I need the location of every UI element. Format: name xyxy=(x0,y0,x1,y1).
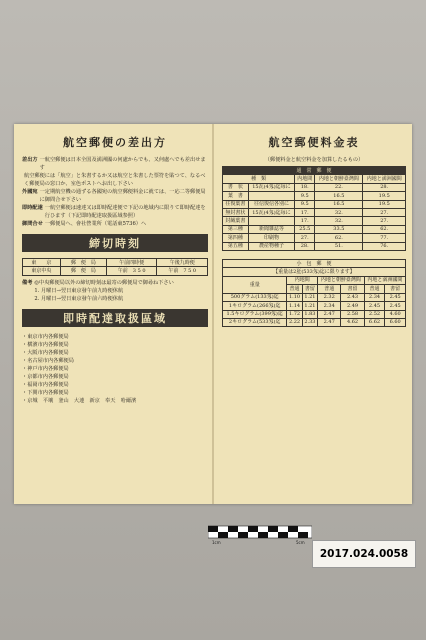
ordinary-row xyxy=(223,217,406,225)
ordinary-row xyxy=(223,225,406,233)
parcel-header: 内地と朝鮮臺灣間 xyxy=(318,276,365,284)
ordinary-cell: 無封書状 xyxy=(223,209,249,217)
ordinary-row xyxy=(223,242,406,250)
ordinary-cell: 17. xyxy=(295,209,315,217)
area-item: ・神戸市内各郵便局 xyxy=(22,365,69,372)
scale-label-1cm: 1cm xyxy=(212,540,221,545)
ordinary-cell: 33.5 xyxy=(315,225,363,233)
parcel-cell: 6.60 xyxy=(385,318,406,326)
parcel-cell: 2.47 xyxy=(318,310,341,318)
ordinary-header: 内地と朝鮮臺灣間 xyxy=(315,175,363,183)
ordinary-mail-title: 通 常 郵 便 xyxy=(223,167,406,175)
ordinary-mail-table xyxy=(222,166,406,251)
ordinary-cell xyxy=(248,192,294,200)
ordinary-cell: 往信復信各別に xyxy=(248,200,294,208)
parcel-header: 重量 xyxy=(223,276,287,293)
ordinary-row xyxy=(223,209,406,217)
deadline-cell: 郵 便 局 xyxy=(60,267,106,275)
ordinary-cell: 25.5 xyxy=(295,225,315,233)
ordinary-cell: 9.5 xyxy=(295,192,315,200)
parcel-subtitle: 【重量は2瓩(533匁)迄に限ります】 xyxy=(223,268,406,276)
section-title-sending: 航空郵便の差出方 xyxy=(63,136,167,149)
area-item: ・横濱市内各郵便局 xyxy=(22,341,69,348)
area-item: ・名古屋市内各郵便局 xyxy=(22,357,74,364)
parcel-cell: 1.14 xyxy=(287,302,302,310)
parcel-cell: 2.47 xyxy=(318,318,341,326)
remark-line: 1. 月曜日→翌日東京發午前九時便休航 xyxy=(34,287,124,294)
parcel-cell: 2.34 xyxy=(364,293,385,301)
deadline-cell: 郵 便 局 xyxy=(60,259,106,267)
ordinary-cell: 62. xyxy=(363,225,406,233)
ordinary-cell: 葉 書 xyxy=(223,192,249,200)
catalog-number-label: 2017.024.0058 xyxy=(312,540,416,568)
ordinary-row xyxy=(223,200,406,208)
instruction-item xyxy=(22,220,208,228)
parcel-cell: 500グラム(133匁)迄 xyxy=(223,293,287,301)
right-panel xyxy=(222,130,406,327)
deadline-cell: 午後九時便 xyxy=(157,259,208,267)
rate-table-subtitle: （郵便料金と航空料金を加算したるもの） xyxy=(264,157,364,163)
ordinary-cell: 62. xyxy=(315,234,363,242)
instruction-text: 一航空郵便は日本全国及満洲國の何處からでも、又何處へでも差出せます xyxy=(39,157,206,171)
area-item: ・京城 平壤 釜山 大連 新京 奉天 哈爾濱 xyxy=(22,397,137,404)
instruction-label: 外國宛 xyxy=(22,189,38,195)
ordinary-cell: 書 状 xyxy=(223,183,249,191)
parcel-row xyxy=(223,293,406,301)
parcel-row xyxy=(223,302,406,310)
instruction-item xyxy=(22,204,208,220)
ordinary-cell: 76. xyxy=(363,242,406,250)
parcel-row xyxy=(223,310,406,318)
parcel-cell: 6.62 xyxy=(364,318,385,326)
ordinary-cell: 19.5 xyxy=(363,192,406,200)
parcel-cell: 1.83 xyxy=(302,310,317,318)
remarks-label: 備考 xyxy=(22,279,33,286)
parcel-cell: 1.10 xyxy=(287,293,302,301)
instruction-text: 一定期航空機の通ずる各國宛の航空郵便料金に就ては、一応二等郵便局に御問合せ下さい xyxy=(39,189,206,203)
area-list xyxy=(22,333,208,405)
ordinary-cell: 22. xyxy=(315,183,363,191)
parcel-cell: 2.22 xyxy=(287,318,302,326)
remarks-list xyxy=(34,279,173,303)
area-item: ・東京市内各郵便局 xyxy=(22,333,69,340)
parcel-subheader: 普通 xyxy=(318,285,341,293)
parcel-cell: 1.21 xyxy=(302,293,317,301)
parcel-cell: 2.45 xyxy=(385,293,406,301)
instruction-item xyxy=(22,172,208,188)
remarks-block xyxy=(22,279,208,303)
ordinary-cell: 28. xyxy=(295,242,315,250)
parcel-title: 小 包 郵 便 xyxy=(223,260,406,268)
parcel-subheader: 書留 xyxy=(341,285,364,293)
instruction-item xyxy=(22,156,208,172)
remark-line: ◎中央郵便局以外の締切時刻は最寄の郵便局で御尋ね下さい xyxy=(34,279,174,286)
instruction-label: 御問合せ xyxy=(22,221,43,227)
parcel-subheader: 書留 xyxy=(302,285,317,293)
parcel-cell: 2.34 xyxy=(318,302,341,310)
parcel-table xyxy=(222,259,406,327)
center-fold xyxy=(212,124,214,504)
section-title-areas: 即時配達取扱區域 xyxy=(22,309,208,327)
instruction-text: 航空郵便には「航空」と朱書するか又は航空と朱書した票符を貼つて、なるべく郵便局の窓口か、室色ポストへお出し下さい xyxy=(24,173,206,187)
ordinary-cell xyxy=(248,217,294,225)
ordinary-cell: 往復葉書 xyxy=(223,200,249,208)
section-title-deadline: 締切時刻 xyxy=(22,234,208,252)
ordinary-row xyxy=(223,183,406,191)
instruction-label: 即時配達 xyxy=(22,205,43,211)
parcel-cell: 1.72 xyxy=(287,310,302,318)
parcel-cell: 2.52 xyxy=(364,310,385,318)
parcel-cell: 2.43 xyxy=(341,293,364,301)
ordinary-cell: 農産物種子 xyxy=(248,242,294,250)
parcel-cell: 1.5キログラム(399匁)迄 xyxy=(223,310,287,318)
deadline-table xyxy=(22,258,208,276)
parcel-cell: 2.49 xyxy=(341,302,364,310)
area-item: ・大阪市内各郵便局 xyxy=(22,349,69,356)
instruction-item xyxy=(22,188,208,204)
ordinary-cell: 77. xyxy=(363,234,406,242)
sending-instructions xyxy=(22,156,208,228)
ordinary-row xyxy=(223,234,406,242)
deadline-cell: 午前 3 5 0 xyxy=(106,267,157,275)
ordinary-cell: 封緘葉書 xyxy=(223,217,249,225)
ordinary-cell: 27. xyxy=(363,209,406,217)
parcel-cell: 2.45 xyxy=(364,302,385,310)
parcel-subheader: 普通 xyxy=(287,285,302,293)
area-item: ・京都市内各郵便局 xyxy=(22,373,69,380)
ordinary-cell: 第三種 xyxy=(223,225,249,233)
area-item: ・下関市内各郵便局 xyxy=(22,389,69,396)
ordinary-cell: 27. xyxy=(363,217,406,225)
ordinary-cell: 27. xyxy=(295,234,315,242)
ordinary-cell: 第四種 xyxy=(223,234,249,242)
parcel-cell: 1.21 xyxy=(302,302,317,310)
left-panel xyxy=(22,130,208,405)
ordinary-cell: 9.5 xyxy=(295,200,315,208)
ordinary-cell: 15瓦(4匁)迄毎に xyxy=(248,209,294,217)
instruction-text: 一航空郵便は速達又は即時配達便で下記の地域内に限りて即時配達を行ひます（下記即時配達取扱區域参照） xyxy=(44,205,206,219)
parcel-subheader: 書留 xyxy=(385,285,406,293)
parcel-cell: 4.60 xyxy=(385,310,406,318)
ordinary-cell: 51. xyxy=(315,242,363,250)
ordinary-header: 内地と満洲國間 xyxy=(363,175,406,183)
ordinary-cell: 18. xyxy=(295,183,315,191)
ordinary-cell: 19.5 xyxy=(363,200,406,208)
ordinary-header: 種 類 xyxy=(223,175,295,183)
instruction-text: 一郵便局へ、會社營業所（電話東5736）へ xyxy=(44,221,147,227)
parcel-cell: 1キログラム(266匁)迄 xyxy=(223,302,287,310)
parcel-cell: 2.58 xyxy=(341,310,364,318)
parcel-cell: 2キログラム(533匁)迄 xyxy=(223,318,287,326)
parcel-header: 内地と満洲國間 xyxy=(364,276,405,284)
parcel-cell: 4.62 xyxy=(341,318,364,326)
ordinary-header: 内地間 xyxy=(295,175,315,183)
parcel-subheader: 普通 xyxy=(364,285,385,293)
remark-line: 2. 月曜日→翌日東京發午前六時便休航 xyxy=(34,295,124,302)
ordinary-cell: 16.5 xyxy=(315,200,363,208)
parcel-cell: 2.32 xyxy=(318,293,341,301)
parcel-cell: 2.45 xyxy=(385,302,406,310)
ordinary-cell: 15瓦(4匁)迄毎に xyxy=(248,183,294,191)
ordinary-row xyxy=(223,192,406,200)
ordinary-cell: 新聞雜誌等 xyxy=(248,225,294,233)
ordinary-cell: 32. xyxy=(315,209,363,217)
area-item: ・福岡市内各郵便局 xyxy=(22,381,69,388)
ordinary-cell: 28. xyxy=(363,183,406,191)
deadline-cell: 午前 7 5 0 xyxy=(157,267,208,275)
ordinary-cell: 第五種 xyxy=(223,242,249,250)
parcel-header: 内地間 xyxy=(287,276,318,284)
scale-label-5cm: 5cm xyxy=(296,540,305,545)
rate-table-title: 航空郵便料金表 xyxy=(268,136,360,149)
deadline-row xyxy=(23,267,208,275)
deadline-cell: 東 京 xyxy=(23,259,61,267)
instruction-label: 差出方 xyxy=(22,157,38,163)
ordinary-cell: 17. xyxy=(295,217,315,225)
deadline-row xyxy=(23,259,208,267)
ordinary-cell: 16.5 xyxy=(315,192,363,200)
deadline-cell: 午前四時便 xyxy=(106,259,157,267)
deadline-cell: 東京中央 xyxy=(23,267,61,275)
ordinary-cell: 印刷物 xyxy=(248,234,294,242)
parcel-cell: 2.33 xyxy=(302,318,317,326)
ordinary-cell: 32. xyxy=(315,217,363,225)
parcel-row xyxy=(223,318,406,326)
